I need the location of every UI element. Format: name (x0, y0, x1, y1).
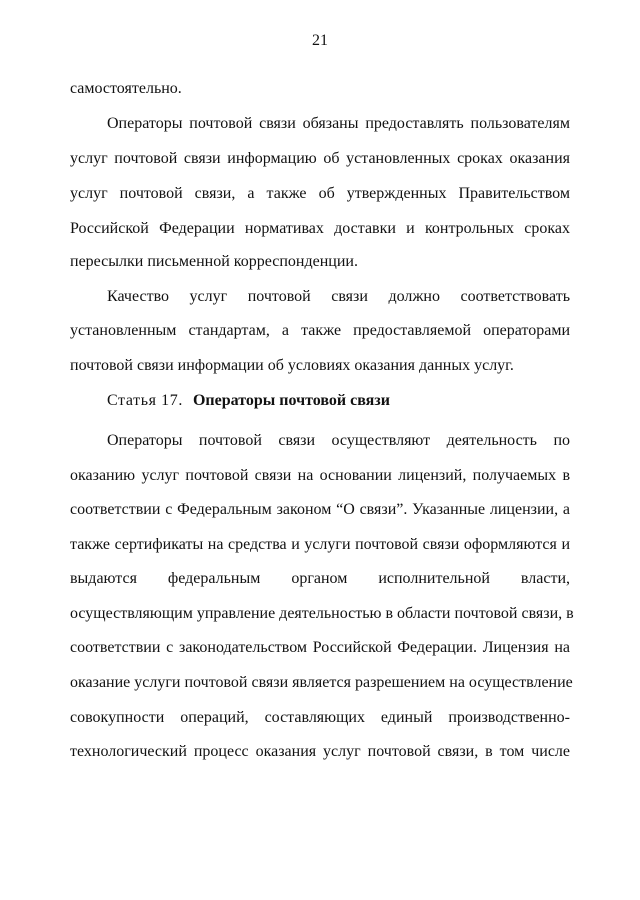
page-number: 21 (312, 32, 328, 49)
text-line: Операторы почтовой связи обязаны предоставлять пользователям (107, 115, 570, 132)
text-line: соответствии с Федеральным законом “О связи”. Указанные лицензии, а (70, 501, 570, 518)
text-line: совокупности операций, составляющих единый производственно- (70, 709, 570, 726)
text-line: также сертификаты на средства и услуги почтовой связи оформляются и (70, 536, 570, 553)
article-heading (107, 391, 390, 411)
article-label: Статья 17. (107, 392, 183, 409)
text-line: почтовой связи информации об условиях оказания данных услуг. (70, 357, 514, 374)
text-line: Российской Федерации нормативах доставки и контрольных сроках (70, 220, 570, 237)
text-line: технологический процесс оказания услуг почтовой связи, в том числе (70, 743, 570, 760)
text-line: оказанию услуг почтовой связи на основании лицензий, получаемых в (70, 467, 570, 484)
text-line: осуществляющим управление деятельностью в области почтовой связи, в (70, 605, 574, 622)
text-line: Качество услуг почтовой связи должно соответствовать (107, 288, 570, 305)
text-line: Операторы почтовой связи осуществляют деятельность по (107, 432, 570, 449)
text-line: установленным стандартам, а также предоставляемой операторами (70, 322, 570, 339)
text-line: оказание услуги почтовой связи является разрешением на осуществление (70, 674, 573, 691)
text-line: услуг почтовой связи, а также об утвержденных Правительством (70, 185, 570, 202)
text-line: самостоятельно. (70, 80, 182, 97)
text-line: выдаются федеральным органом исполнительной власти, (70, 570, 570, 587)
text-line: пересылки письменной корреспонденции. (70, 253, 358, 270)
text-line: соответствии с законодательством Российской Федерации. Лицензия на (70, 639, 570, 656)
text-line: услуг почтовой связи информацию об установленных сроках оказания (70, 150, 570, 167)
article-title: Операторы почтовой связи (192, 392, 390, 409)
